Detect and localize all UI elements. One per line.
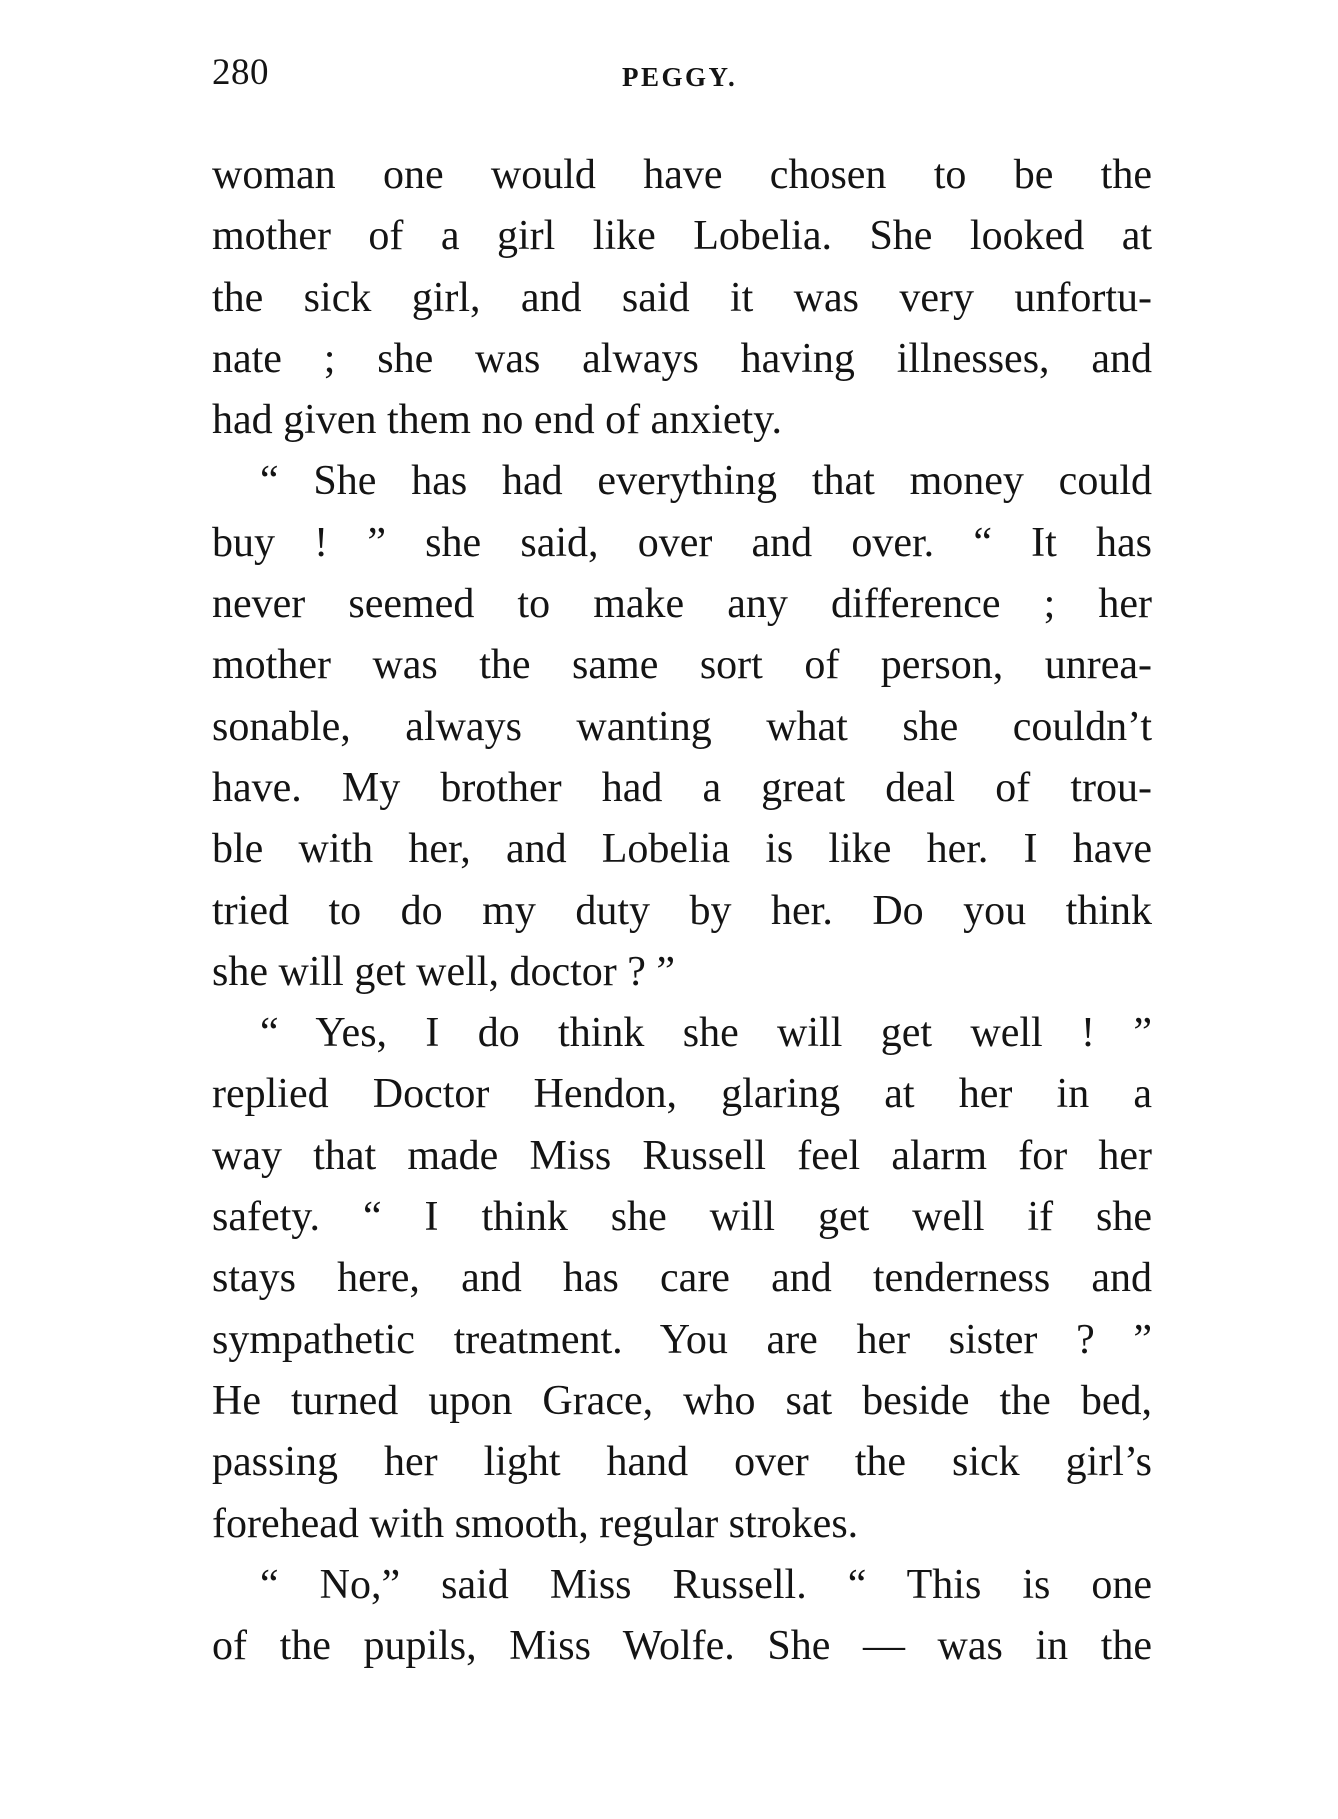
text-line: of the pupils, Miss Wolfe. She — was in the: [212, 1623, 1152, 1670]
text-line: have. My brother had a great deal of trou-: [212, 764, 1152, 811]
text-line: “ She has had everything that money could: [260, 458, 1152, 505]
text-line: the sick girl, and said it was very unfortu-: [212, 274, 1152, 321]
text-line: tried to do my duty by her. Do you think: [212, 887, 1152, 934]
text-line: sympathetic treatment. You are her sister ? ”: [212, 1316, 1152, 1363]
text-line: buy ! ” she said, over and over. “ It has: [212, 519, 1152, 566]
text-line: she will get well, doctor ? ”: [212, 948, 676, 995]
running-title: PEGGY.: [622, 62, 738, 92]
text-line: way that made Miss Russell feel alarm for her: [212, 1132, 1152, 1179]
text-line: He turned upon Grace, who sat beside the bed,: [212, 1377, 1152, 1424]
text-line: passing her light hand over the sick girl’s: [212, 1439, 1152, 1486]
text-line: nate ; she was always having illnesses, and: [212, 335, 1152, 382]
text-line: forehead with smooth, regular strokes.: [212, 1500, 859, 1547]
text-line: mother of a girl like Lobelia. She looked at: [212, 213, 1152, 260]
text-line: “ Yes, I do think she will get well ! ”: [260, 1010, 1152, 1057]
text-line: mother was the same sort of person, unrea-: [212, 642, 1152, 689]
page-header: [212, 48, 1150, 98]
text-line: stays here, and has care and tenderness and: [212, 1255, 1152, 1302]
text-line: had given them no end of anxiety.: [212, 397, 782, 444]
text-line: never seemed to make any difference ; her: [212, 581, 1152, 628]
text-line: sonable, always wanting what she couldn’t: [212, 703, 1152, 750]
body-text: [212, 145, 1152, 1677]
text-line: woman one would have chosen to be the: [212, 152, 1152, 198]
text-line: replied Doctor Hendon, glaring at her in a: [212, 1071, 1152, 1118]
text-line: “ No,” said Miss Russell. “ This is one: [260, 1561, 1152, 1608]
text-line: safety. “ I think she will get well if she: [212, 1194, 1152, 1241]
page-number: 280: [212, 52, 269, 93]
text-line: ble with her, and Lobelia is like her. I have: [212, 826, 1152, 873]
